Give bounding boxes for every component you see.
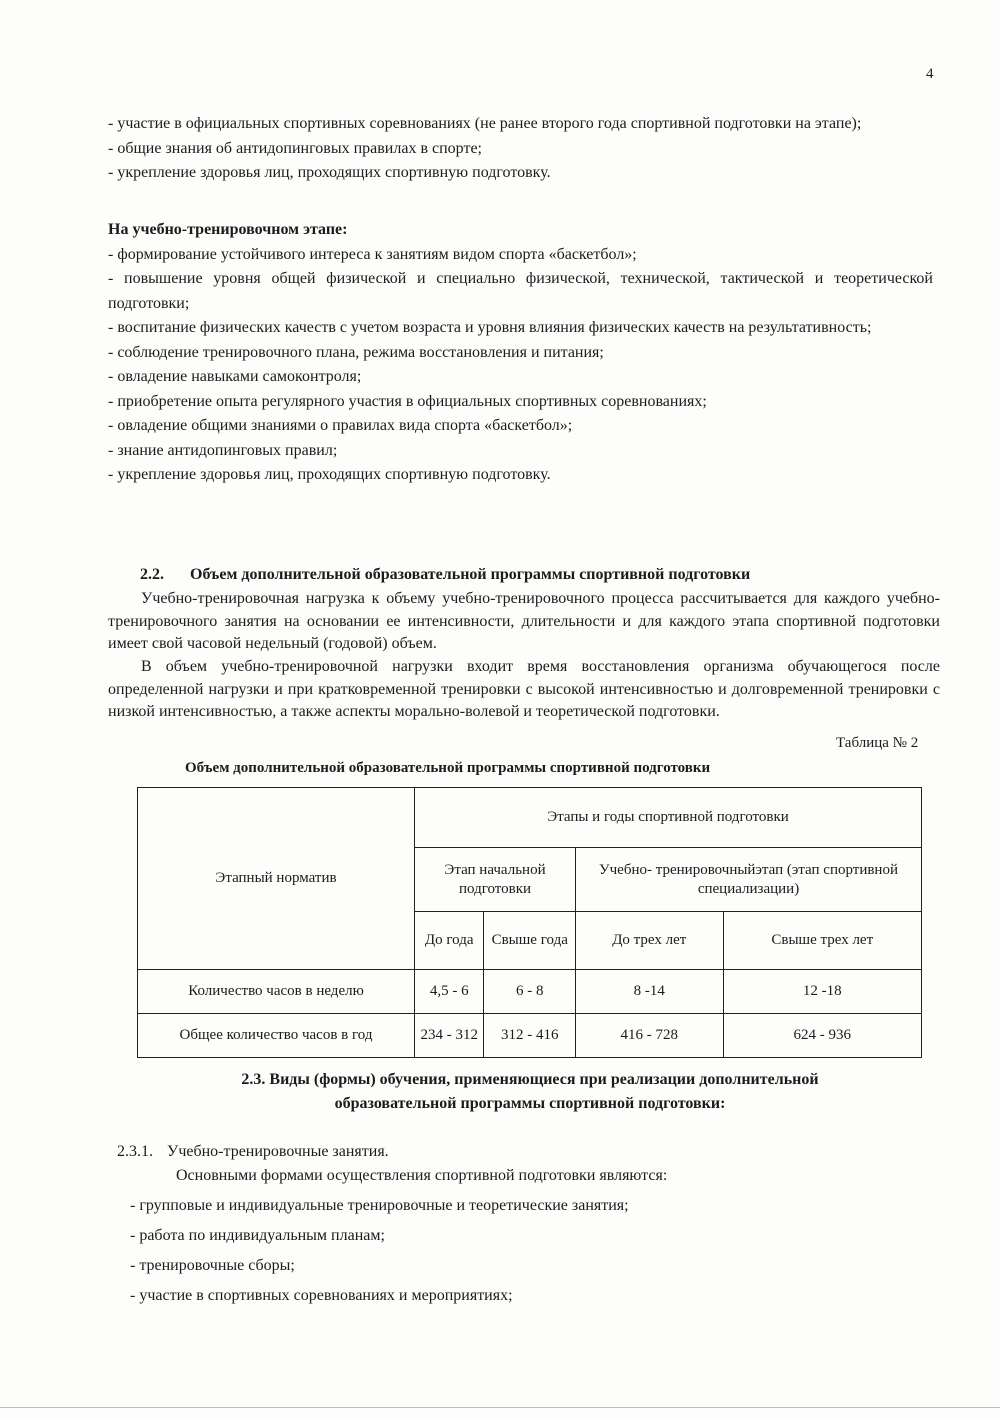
sub-header-cell: До года: [415, 912, 484, 970]
subsection-number: 2.3.1.: [117, 1143, 153, 1160]
table-row: [138, 970, 922, 1014]
stage1-header-cell: Этап начальной подготовки: [415, 848, 576, 912]
intro-list: [108, 112, 933, 186]
value-cell: 4,5 - 6: [415, 970, 484, 1014]
list-item: - работа по индивидуальным планам;: [130, 1227, 385, 1244]
table-title: Объем дополнительной образовательной программы спортивной подготовки: [185, 760, 711, 776]
sub-header-cell: Свыше года: [484, 912, 576, 970]
row-header-cell: Этапный норматив: [138, 788, 415, 970]
section-title: Объем дополнительной образовательной программы спортивной подготовки: [190, 566, 751, 583]
row-label-cell: Общее количество часов в год: [138, 1014, 415, 1058]
group-header-cell: Этапы и годы спортивной подготовки: [415, 788, 922, 848]
stage2-header-cell: Учебно- тренировочныйэтап (этап спортивной специализации): [576, 848, 922, 912]
value-cell: 624 - 936: [723, 1014, 921, 1058]
list-item: - участие в спортивных соревнованиях и мероприятиях;: [130, 1287, 513, 1304]
subsection-2-3-1: [117, 1143, 389, 1161]
section-2-2-paragraph-1: Учебно-тренировочная нагрузка к объему учебно-тренировочного процесса рассчитывается для каждого учебно-тренировочного занятия на основании ее интенсивности, длительности и для каждого этапа спортивной подготовки имеет свой часовой недельный (годовой) объем.: [108, 590, 940, 652]
subsection-title: Учебно-тренировочные занятия.: [167, 1143, 389, 1160]
value-cell: 234 - 312: [415, 1014, 484, 1058]
page-bottom-rule: [0, 1407, 1000, 1408]
list-item: - укрепление здоровья лиц, проходящих спортивную подготовку.: [108, 164, 551, 181]
norm-table: [137, 787, 922, 1058]
list-item: - общие знания об антидопинговых правилах в спорте;: [108, 139, 482, 157]
list-item: - формирование устойчивого интереса к занятиям видом спорта «баскетбол»;: [108, 245, 637, 263]
table-caption: Таблица № 2: [836, 735, 919, 751]
list-item: - укрепление здоровья лиц, проходящих спортивную подготовку.: [108, 466, 551, 483]
list-item: - участие в официальных спортивных соревнованиях (не ранее второго года спортивной подготовки на этапе);: [108, 115, 862, 132]
section-2-2-heading: [140, 566, 750, 584]
value-cell: 6 - 8: [484, 970, 576, 1014]
list-item: - овладение навыками самоконтроля;: [108, 368, 362, 385]
list-item: - соблюдение тренировочного плана, режима восстановления и питания;: [108, 343, 604, 361]
training-stage-section: [108, 218, 933, 488]
list-item: - знание антидопинговых правил;: [108, 441, 338, 459]
list-item: - приобретение опыта регулярного участия в официальных спортивных соревнованиях;: [108, 392, 707, 410]
list-item: - овладение общими знаниями о правилах вида спорта «баскетбол»;: [108, 417, 573, 434]
section-title-line: образовательной программы спортивной подготовки:: [334, 1095, 726, 1112]
list-item: - воспитание физических качеств с учетом возраста и уровня влияния физических качеств на результативность;: [108, 319, 872, 336]
value-cell: 8 -14: [576, 970, 724, 1014]
forms-list: [130, 1191, 629, 1311]
row-label-cell: Количество часов в неделю: [138, 970, 415, 1014]
list-item: - повышение уровня общей физической и специально физической, технической, тактической и теоретической подготовки;: [108, 270, 933, 312]
section-title-line: 2.3. Виды (формы) обучения, применяющиеся при реализации дополнительной: [241, 1071, 819, 1088]
sub-header-cell: До трех лет: [576, 912, 724, 970]
list-item: - тренировочные сборы;: [130, 1257, 295, 1274]
value-cell: 12 -18: [723, 970, 921, 1014]
list-item: - групповые и индивидуальные тренировочные и теоретические занятия;: [130, 1197, 629, 1214]
forms-lead: Основными формами осуществления спортивной подготовки являются:: [176, 1167, 668, 1184]
section-2-2-paragraph-2: В объем учебно-тренировочной нагрузки входит время восстановления организма обучающегося после определенной нагрузки и при кратковременной тренировки с высокой интенсивностью и долговременной тренировки с низкой интенсивностью, а также аспекты морально-волевой и теоретической подготовки.: [108, 658, 940, 720]
table-row: [138, 1014, 922, 1058]
section-2-3-heading: [0, 1068, 1000, 1116]
section-number: 2.2.: [140, 566, 164, 583]
sub-header-cell: Свыше трех лет: [723, 912, 921, 970]
page-number: 4: [926, 66, 934, 82]
training-stage-heading: На учебно-тренировочном этапе:: [108, 221, 348, 238]
value-cell: 312 - 416: [484, 1014, 576, 1058]
value-cell: 416 - 728: [576, 1014, 724, 1058]
